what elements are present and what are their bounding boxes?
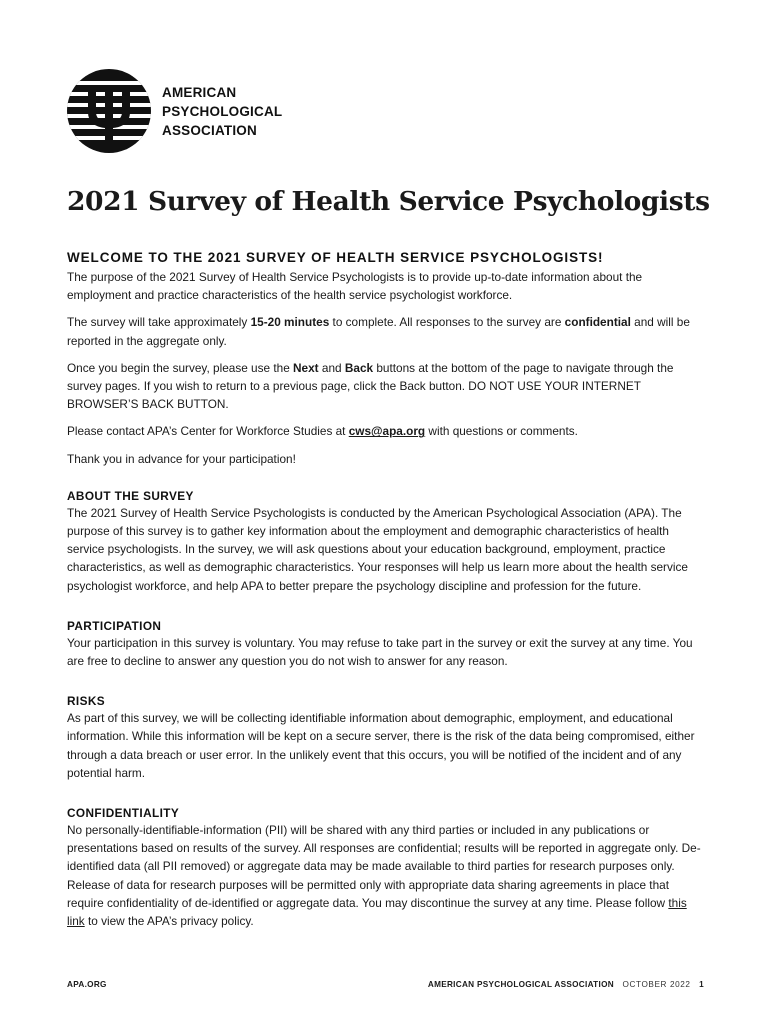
footer-right (422, 980, 704, 989)
text-run: Please contact APA’s Center for Workforce Studies at (67, 424, 349, 439)
text-run: buttons at the bottom of the page to navigate through the survey pages. If you wish to return to a previous page, click the Back button. DO NOT USE YOUR INTERNET BROWSER’S BACK BUTTON. (67, 360, 674, 412)
participation-body: Your participation in this survey is voluntary. You may refuse to take part in the survey or exit the survey at any time. You are free to decline to answer any question you do not wish to answer for any reason. (67, 635, 693, 669)
welcome-purpose-paragraph: The purpose of the 2021 Survey of Health Service Psychologists is to provide up-to-date information about the employment and practice characteristics of the health service psychologist workforce. (67, 270, 643, 303)
welcome-duration-paragraph (67, 313, 707, 349)
confidential-emphasis: confidential (564, 315, 631, 330)
contact-email-link[interactable]: cws@apa.org (348, 424, 426, 439)
welcome-thanks-paragraph: Thank you in advance for your participation! (67, 451, 296, 466)
risks-section (67, 694, 707, 782)
about-heading: ABOUT THE SURVEY (67, 488, 194, 503)
text-run: Once you begin the survey, please use the (67, 360, 294, 375)
page-footer (67, 980, 704, 989)
participation-section (67, 619, 707, 670)
text-run: to view the APA’s privacy policy. (84, 914, 254, 929)
about-body: The 2021 Survey of Health Service Psychologists is conducted by the American Psychological Association (APA). The purpose of this survey is to gather key information about the employment and demographic characteristics of health service psychologists. In the survey, we will ask questions about your education background, employment, practice characteristics, as well as demographic characteristics. Your responses will help us learn more about the health service psychologist workforce, and help APA to better prepare the psychology discipline and profession for the future. (67, 505, 688, 593)
document-body (67, 250, 707, 939)
risks-body: As part of this survey, we will be collecting identifiable information about demographic, employment, and educational information. While this information will be kept on a secure server, there is the risk of the data being compromised, either through a data breach or user error. In the unlikely event that this occurs, you will be notified of the incident and of any potential harm. (67, 711, 695, 780)
about-section (67, 489, 707, 595)
text-run: and (318, 360, 345, 375)
text-run: No personally-identifiable-information (PII) will be shared with any third parties or included in any publications or presentations based on results of the survey. All responses are confidential; results will be reported in aggregate only. De-identified data (all PII removed) or aggregate data may be made available to third parties for research purposes only. Release of data for research purposes will be permitted only with appropriate data sharing agreements in place that require confidentiality of de-identified or aggregate data. You may discontinue the survey at any time. Please follow (67, 823, 701, 910)
welcome-heading: WELCOME TO THE 2021 SURVEY OF HEALTH SERVICE PSYCHOLOGISTS! (67, 250, 604, 265)
apa-psi-logo-icon (66, 68, 152, 154)
confidentiality-heading: CONFIDENTIALITY (67, 806, 180, 821)
logo-line-1: AMERICAN (162, 84, 237, 100)
logo-wordmark (162, 83, 282, 140)
text-run: The survey will take approximately (67, 315, 251, 330)
confidentiality-section (67, 806, 707, 930)
apa-logo (66, 68, 282, 154)
logo-line-3: ASSOCIATION (162, 122, 257, 138)
next-emphasis: Next (293, 360, 319, 375)
risks-heading: RISKS (67, 694, 106, 709)
participation-heading: PARTICIPATION (67, 618, 162, 633)
confidentiality-body (67, 821, 707, 930)
text-run: with questions or comments. (425, 424, 578, 439)
privacy-policy-link[interactable]: this link (67, 895, 687, 929)
footer-site: APA.ORG (67, 980, 107, 989)
footer-org: AMERICAN PSYCHOLOGICAL ASSOCIATION (427, 980, 614, 989)
page-number: 1 (699, 980, 704, 989)
welcome-navigation-paragraph (67, 359, 707, 414)
welcome-contact-paragraph (67, 422, 707, 440)
page-title: 2021 Survey of Health Service Psychologists (67, 186, 710, 217)
text-run: and will be reported in the aggregate only. (67, 315, 690, 348)
footer-date: OCTOBER 2022 (622, 980, 691, 989)
logo-line-2: PSYCHOLOGICAL (162, 103, 283, 119)
text-run: to complete. All responses to the survey are (329, 315, 565, 330)
duration-emphasis: 15-20 minutes (250, 315, 330, 330)
back-emphasis: Back (344, 360, 374, 375)
